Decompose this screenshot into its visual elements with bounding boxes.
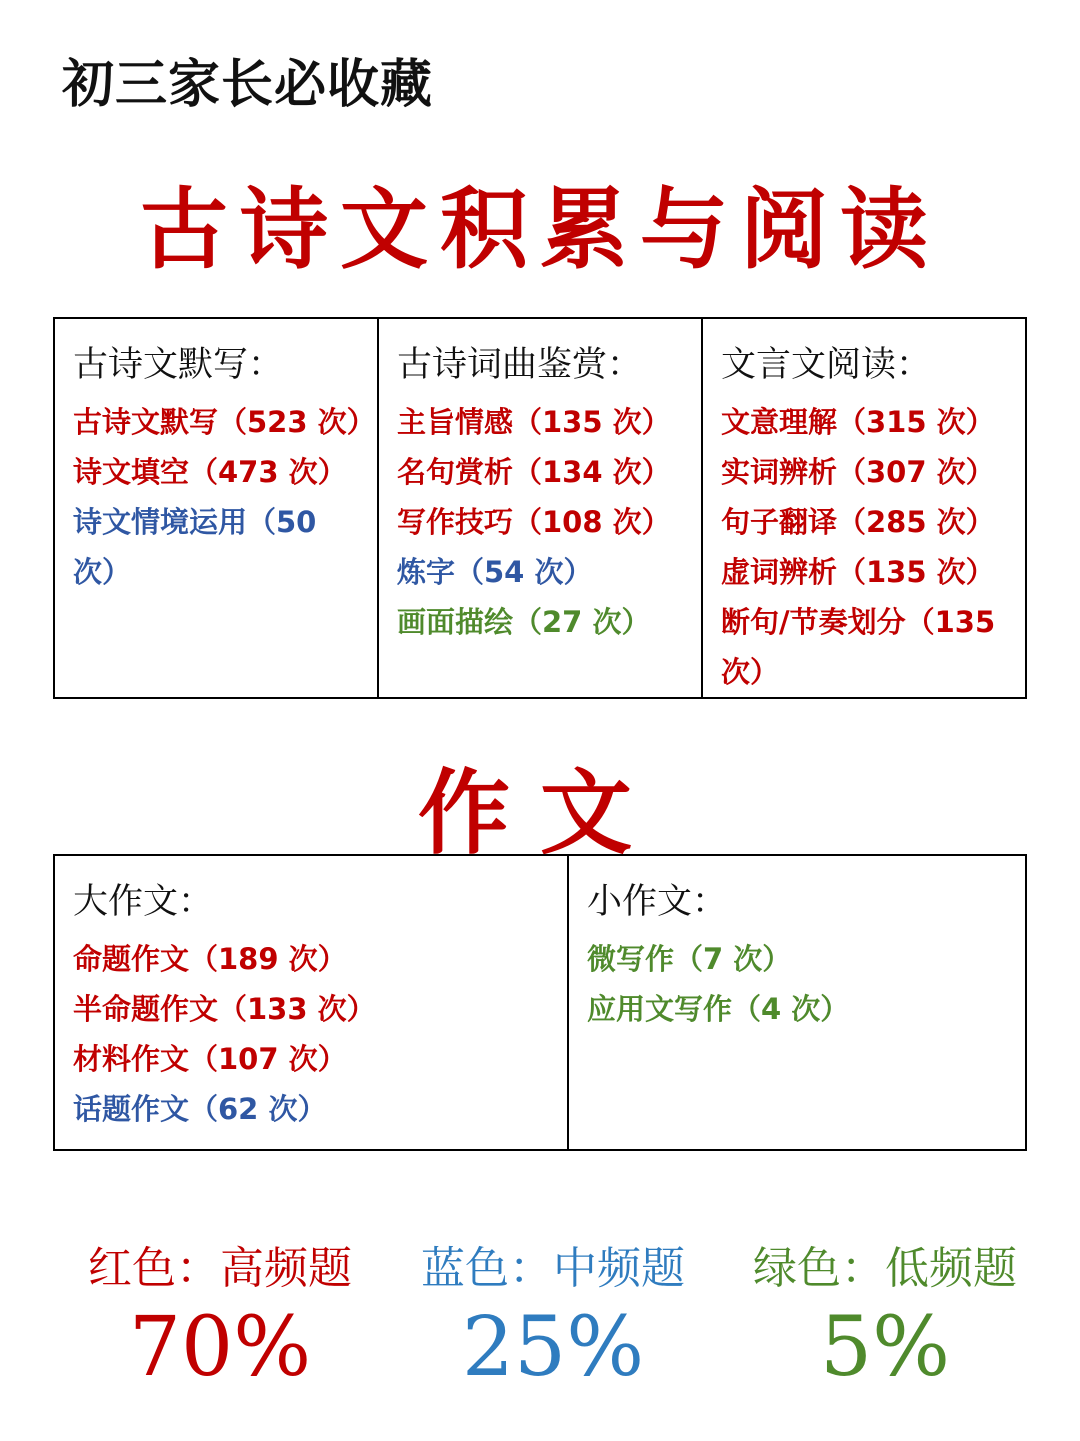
column-heading: 古诗词曲鉴赏：: [397, 345, 643, 385]
item-list: [721, 397, 1017, 697]
list-item: 断句/节奏划分（135 次）: [721, 605, 996, 689]
item-list: [587, 934, 1017, 1034]
column-appreciation: [378, 318, 702, 698]
composition-table: [53, 854, 1027, 1151]
column-short-essay: [568, 855, 1026, 1150]
frequency-legend: [0, 1232, 1080, 1395]
section-title-composition: 作文: [417, 759, 662, 867]
list-item: 材料作文（107 次）: [73, 1042, 347, 1076]
column-heading: 大作文：: [73, 882, 214, 922]
legend-low-frequency: [720, 1232, 1050, 1395]
legend-percent: 70%: [128, 1300, 312, 1395]
list-item: 文意理解（315 次）: [721, 405, 995, 439]
list-item: 诗文情境运用（50 次）: [73, 505, 317, 589]
legend-label: 绿色：低频题: [753, 1243, 1017, 1294]
legend-label: 蓝色：中频题: [421, 1243, 685, 1294]
column-classical-reading: [702, 318, 1026, 698]
column-heading: 古诗文默写：: [73, 345, 284, 385]
list-item: 主旨情感（135 次）: [397, 405, 671, 439]
list-item: 实词辨析（307 次）: [721, 455, 995, 489]
list-item: 名句赏析（134 次）: [397, 455, 671, 489]
legend-percent: 25%: [461, 1300, 645, 1395]
list-item: 画面描绘（27 次）: [397, 605, 651, 639]
item-list: [397, 397, 693, 647]
list-item: 虚词辨析（135 次）: [721, 555, 995, 589]
poetry-table-row: [54, 318, 1026, 698]
column-long-essay: [54, 855, 568, 1150]
legend-percent: 5%: [819, 1300, 951, 1395]
legend-high-frequency: [55, 1232, 385, 1395]
list-item: 句子翻译（285 次）: [721, 505, 995, 539]
poetry-table: [53, 317, 1027, 699]
list-item: 命题作文（189 次）: [73, 942, 347, 976]
list-item: 话题作文（62 次）: [73, 1092, 327, 1126]
list-item: 诗文填空（473 次）: [73, 455, 347, 489]
item-list: [73, 397, 376, 597]
page-tag: 初三家长必收藏: [62, 55, 434, 115]
list-item: 写作技巧（108 次）: [397, 505, 671, 539]
legend-medium-frequency: [388, 1232, 718, 1395]
column-heading: 文言文阅读：: [721, 345, 932, 385]
list-item: 微写作（7 次）: [587, 942, 792, 976]
composition-table-row: [54, 855, 1026, 1150]
legend-label: 红色：高频题: [88, 1243, 352, 1294]
list-item: 半命题作文（133 次）: [73, 992, 376, 1026]
column-dictation: [54, 318, 378, 698]
section-title-poetry: 古诗文积累与阅读: [139, 177, 940, 281]
list-item: 古诗文默写（523 次）: [73, 405, 376, 439]
column-heading: 小作文：: [587, 882, 728, 922]
list-item: 应用文写作（4 次）: [587, 992, 850, 1026]
list-item: 炼字（54 次）: [397, 555, 593, 589]
item-list: [73, 934, 559, 1134]
